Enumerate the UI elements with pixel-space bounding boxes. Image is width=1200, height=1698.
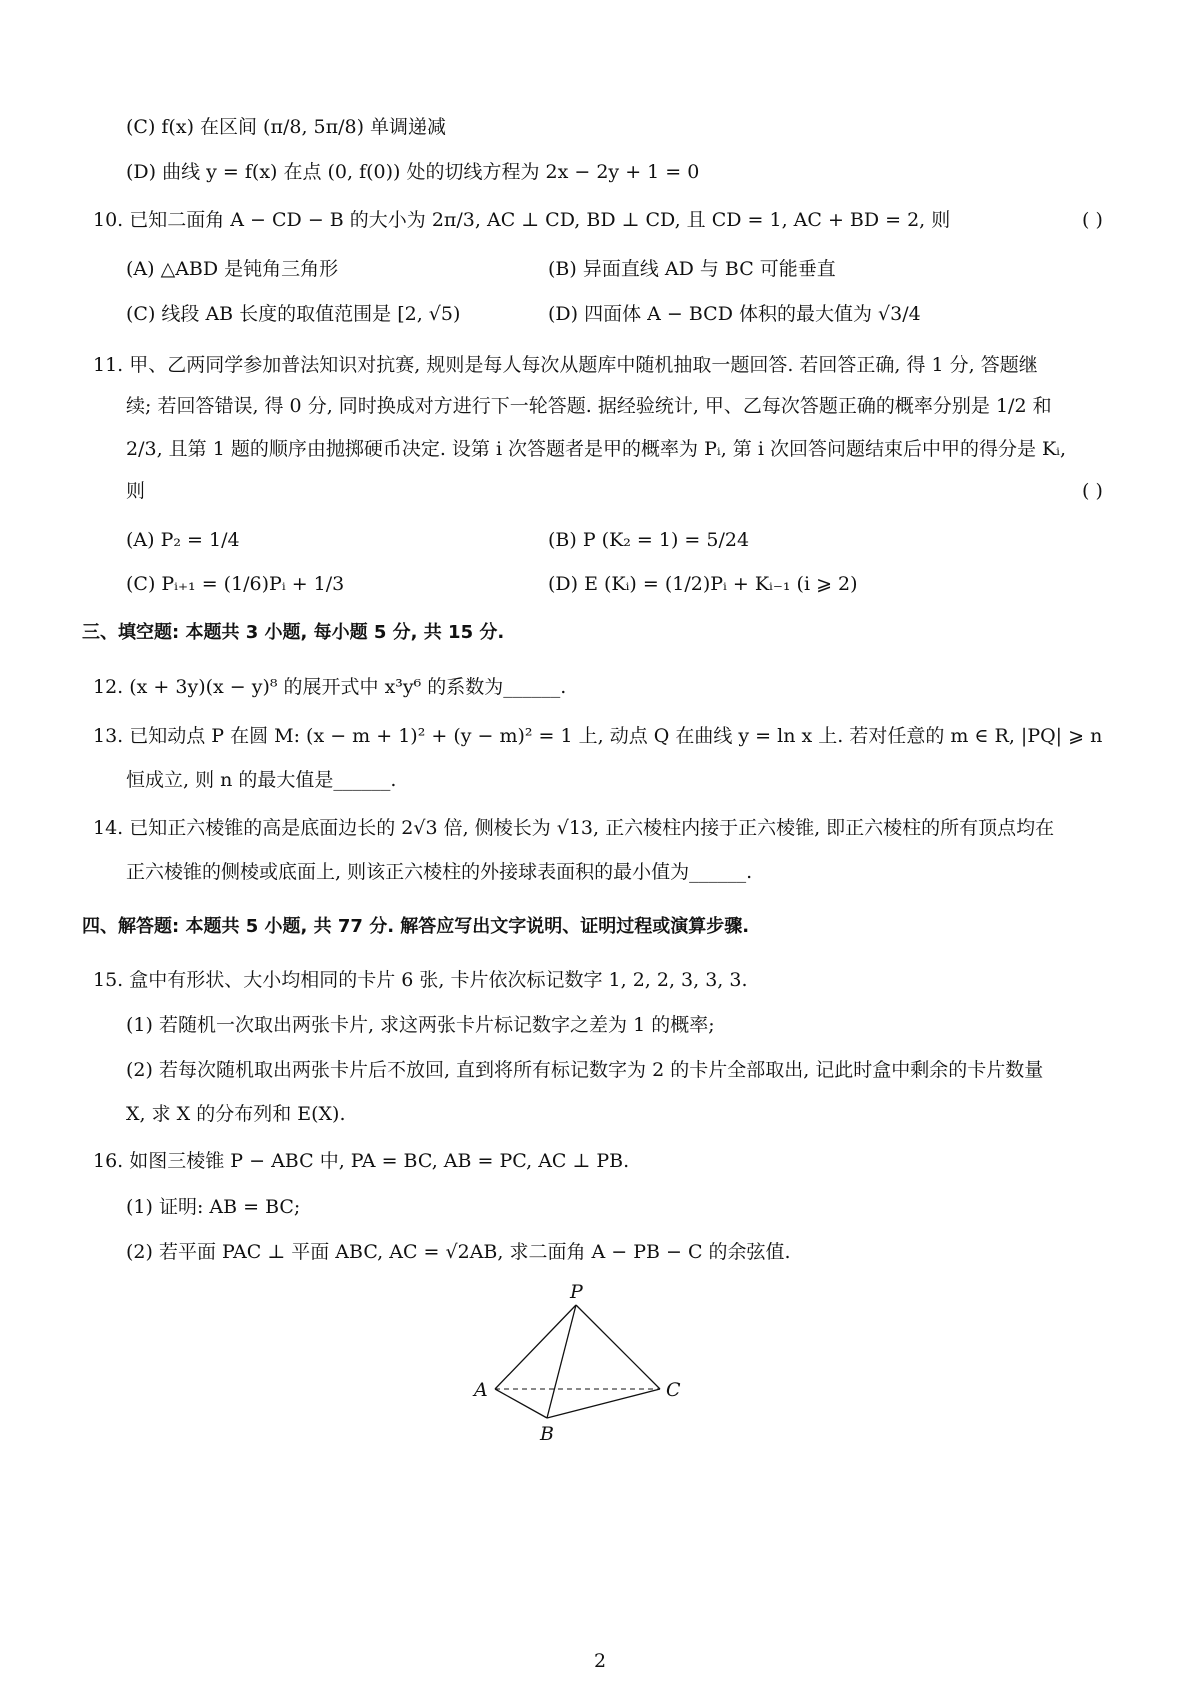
q14-line-1: 14. 已知正六棱锥的高是底面边长的 2√3 倍, 侧棱长为 √13, 正六棱柱内接于正六棱锥, 即正六棱柱的所有顶点均在	[93, 817, 1055, 839]
q10-option-b: (B) 异面直线 AD 与 BC 可能垂直	[548, 258, 836, 280]
q10-stem: 10. 已知二面角 A − CD − B 的大小为 2π/3, AC ⊥ CD, BD ⊥ CD, 且 CD = 1, AC + BD = 2, 则	[93, 209, 951, 231]
q13-line-2: 恒成立, 则 n 的最大值是______.	[126, 769, 397, 791]
q11-line-4: 则	[126, 480, 146, 502]
label-a: A	[474, 1379, 488, 1401]
q16-part-2: (2) 若平面 PAC ⊥ 平面 ABC, AC = √2AB, 求二面角 A − PB − C 的余弦值.	[126, 1241, 791, 1263]
q15-part-2-line-2: X, 求 X 的分布列和 E(X).	[126, 1103, 346, 1125]
q11-line-1: 11. 甲、乙两同学参加普法知识对抗赛, 规则是每人每次从题库中随机抽取一题回答. 若回答正确, 得 1 分, 答题继	[93, 354, 1038, 376]
q11-option-d: (D) E (Kᵢ) = (1/2)Pᵢ + Kᵢ₋₁ (i ⩾ 2)	[548, 573, 858, 595]
label-b: B	[540, 1423, 554, 1445]
q16-stem: 16. 如图三棱锥 P − ABC 中, PA = BC, AB = PC, AC ⊥ PB.	[93, 1150, 630, 1172]
q10-option-a: (A) △ABD 是钝角三角形	[126, 258, 339, 280]
q13-line-1: 13. 已知动点 P 在圆 M: (x − m + 1)² + (y − m)² = 1 上, 动点 Q 在曲线 y = ln x 上. 若对任意的 m ∈ R, |PQ| ⩾ n	[93, 725, 1103, 747]
q15-part-2-line-1: (2) 若每次随机取出两张卡片后不放回, 直到将所有标记数字为 2 的卡片全部取出, 记此时盒中剩余的卡片数量	[126, 1059, 1044, 1081]
page-number: 2	[593, 1650, 607, 1672]
q11-line-3: 2/3, 且第 1 题的顺序由抛掷硬币决定. 设第 i 次答题者是甲的概率为 Pᵢ, 第 i 次回答问题结束后中甲的得分是 Kᵢ,	[126, 438, 1067, 460]
edge-bc	[547, 1389, 660, 1418]
q9-option-d: (D) 曲线 y = f(x) 在点 (0, f(0)) 处的切线方程为 2x − 2y + 1 = 0	[126, 161, 700, 183]
q11-option-c: (C) Pᵢ₊₁ = (1/6)Pᵢ + 1/3	[126, 573, 345, 595]
pyramid-figure	[460, 1278, 700, 1458]
q11-option-b: (B) P (K₂ = 1) = 5/24	[548, 529, 750, 551]
q15-stem: 15. 盒中有形状、大小均相同的卡片 6 张, 卡片依次标记数字 1, 2, 2, 3, 3, 3.	[93, 969, 748, 991]
edge-ab	[495, 1389, 547, 1418]
q11-answer-paren: ( )	[1082, 480, 1103, 502]
q11-line-2: 续; 若回答错误, 得 0 分, 同时换成对方进行下一轮答题. 据经验统计, 甲、乙每次答题正确的概率分别是 1/2 和	[126, 395, 1052, 417]
label-c: C	[666, 1379, 681, 1401]
section-fill-in-heading: 三、填空题: 本题共 3 小题, 每小题 5 分, 共 15 分.	[82, 622, 505, 643]
q9-option-c: (C) f(x) 在区间 (π/8, 5π/8) 单调递减	[126, 116, 447, 138]
edge-pa	[495, 1305, 576, 1389]
q11-option-a: (A) P₂ = 1/4	[126, 529, 240, 551]
edge-pb	[547, 1305, 576, 1418]
q10-option-c: (C) 线段 AB 长度的取值范围是 [2, √5)	[126, 303, 461, 325]
q14-line-2: 正六棱锥的侧棱或底面上, 则该正六棱柱的外接球表面积的最小值为______.	[126, 861, 753, 883]
q12: 12. (x + 3y)(x − y)⁸ 的展开式中 x³y⁶ 的系数为______.	[93, 676, 567, 698]
label-p: P	[570, 1281, 583, 1303]
q16-part-1: (1) 证明: AB = BC;	[126, 1196, 301, 1218]
q15-part-1: (1) 若随机一次取出两张卡片, 求这两张卡片标记数字之差为 1 的概率;	[126, 1014, 715, 1036]
q10-answer-paren: ( )	[1082, 209, 1103, 231]
q10-option-d: (D) 四面体 A − BCD 体积的最大值为 √3/4	[548, 303, 921, 325]
edge-pc	[576, 1305, 660, 1389]
section-answer-heading: 四、解答题: 本题共 5 小题, 共 77 分. 解答应写出文字说明、证明过程或演算步骤.	[82, 916, 750, 937]
